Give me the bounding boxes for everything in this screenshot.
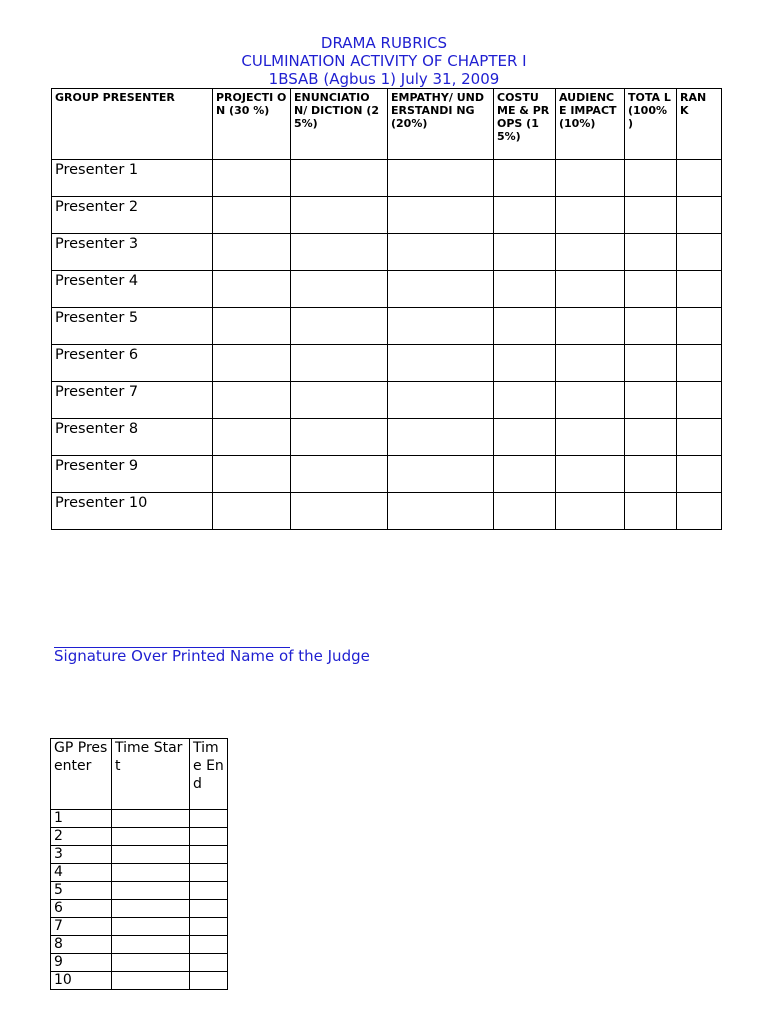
- presenter-name-cell: Presenter 1: [52, 160, 213, 197]
- rubric-row: [52, 271, 722, 308]
- score-cell[interactable]: [213, 419, 291, 456]
- score-cell[interactable]: [556, 382, 625, 419]
- presenter-number-cell: 7: [51, 918, 112, 936]
- presenter-number-cell: 4: [51, 864, 112, 882]
- time-row: [51, 900, 228, 918]
- score-cell[interactable]: [556, 197, 625, 234]
- score-cell[interactable]: [494, 160, 556, 197]
- score-cell[interactable]: [291, 234, 388, 271]
- presenter-number-cell: 5: [51, 882, 112, 900]
- time-start-cell[interactable]: [112, 828, 190, 846]
- header-group-presenter: GROUP PRESENTER: [52, 89, 213, 160]
- header-time-start: Time Start: [112, 739, 190, 810]
- score-cell[interactable]: [625, 308, 677, 345]
- score-cell[interactable]: [213, 345, 291, 382]
- time-row: [51, 810, 228, 828]
- time-row: [51, 828, 228, 846]
- score-cell[interactable]: [213, 493, 291, 530]
- presenter-name-cell: Presenter 3: [52, 234, 213, 271]
- time-table: [50, 738, 228, 990]
- time-header-row: [51, 739, 228, 810]
- rubric-row: [52, 345, 722, 382]
- time-row: [51, 936, 228, 954]
- score-cell[interactable]: [494, 345, 556, 382]
- score-cell[interactable]: [494, 234, 556, 271]
- score-cell[interactable]: [677, 234, 722, 271]
- time-start-cell[interactable]: [112, 954, 190, 972]
- header-time-end: Time End: [190, 739, 228, 810]
- score-cell[interactable]: [291, 308, 388, 345]
- score-cell[interactable]: [625, 197, 677, 234]
- header-audience-impact: AUDIENC E IMPACT (10%): [556, 89, 625, 160]
- score-cell[interactable]: [625, 493, 677, 530]
- document-subtitle: CULMINATION ACTIVITY OF CHAPTER I: [241, 52, 527, 70]
- score-cell[interactable]: [213, 308, 291, 345]
- time-start-cell[interactable]: [112, 936, 190, 954]
- rubric-header-row: [52, 89, 722, 160]
- score-cell[interactable]: [494, 197, 556, 234]
- time-start-cell[interactable]: [112, 918, 190, 936]
- time-end-cell[interactable]: [190, 900, 228, 918]
- score-cell[interactable]: [625, 456, 677, 493]
- score-cell[interactable]: [213, 160, 291, 197]
- score-cell[interactable]: [677, 493, 722, 530]
- rubric-row: [52, 456, 722, 493]
- score-cell[interactable]: [388, 493, 494, 530]
- score-cell[interactable]: [677, 456, 722, 493]
- presenter-name-cell: Presenter 5: [52, 308, 213, 345]
- header-empathy: EMPATHY/ UNDERSTANDI NG (20%): [388, 89, 494, 160]
- presenter-name-cell: Presenter 10: [52, 493, 213, 530]
- score-cell[interactable]: [556, 493, 625, 530]
- presenter-number-cell: 10: [51, 972, 112, 990]
- score-cell[interactable]: [213, 234, 291, 271]
- presenter-number-cell: 8: [51, 936, 112, 954]
- score-cell[interactable]: [556, 160, 625, 197]
- rubric-row: [52, 234, 722, 271]
- score-cell[interactable]: [388, 234, 494, 271]
- score-cell[interactable]: [625, 419, 677, 456]
- score-cell[interactable]: [556, 234, 625, 271]
- rubric-row: [52, 493, 722, 530]
- header-gp-presenter: GP Presenter: [51, 739, 112, 810]
- score-cell[interactable]: [556, 456, 625, 493]
- time-row: [51, 918, 228, 936]
- time-end-cell[interactable]: [190, 846, 228, 864]
- time-start-cell[interactable]: [112, 900, 190, 918]
- score-cell[interactable]: [388, 271, 494, 308]
- time-end-cell[interactable]: [190, 972, 228, 990]
- time-end-cell[interactable]: [190, 810, 228, 828]
- time-start-cell[interactable]: [112, 882, 190, 900]
- presenter-number-cell: 6: [51, 900, 112, 918]
- presenter-number-cell: 1: [51, 810, 112, 828]
- time-start-cell[interactable]: [112, 810, 190, 828]
- header-rank: RAN K: [677, 89, 722, 160]
- presenter-name-cell: Presenter 8: [52, 419, 213, 456]
- header-enunciation: ENUNCIATIO N/ DICTION (25%): [291, 89, 388, 160]
- score-cell[interactable]: [677, 197, 722, 234]
- presenter-name-cell: Presenter 7: [52, 382, 213, 419]
- score-cell[interactable]: [677, 308, 722, 345]
- score-cell[interactable]: [213, 197, 291, 234]
- score-cell[interactable]: [494, 382, 556, 419]
- score-cell[interactable]: [677, 345, 722, 382]
- rubric-row: [52, 160, 722, 197]
- score-cell[interactable]: [388, 419, 494, 456]
- score-cell[interactable]: [677, 419, 722, 456]
- rubric-row: [52, 197, 722, 234]
- time-end-cell[interactable]: [190, 954, 228, 972]
- score-cell[interactable]: [494, 493, 556, 530]
- header-projection: PROJECTI ON (30 %): [213, 89, 291, 160]
- time-start-cell[interactable]: [112, 864, 190, 882]
- presenter-number-cell: 9: [51, 954, 112, 972]
- score-cell[interactable]: [291, 382, 388, 419]
- score-cell[interactable]: [388, 308, 494, 345]
- score-cell[interactable]: [625, 382, 677, 419]
- score-cell[interactable]: [388, 382, 494, 419]
- presenter-name-cell: Presenter 6: [52, 345, 213, 382]
- score-cell[interactable]: [291, 345, 388, 382]
- time-end-cell[interactable]: [190, 936, 228, 954]
- score-cell[interactable]: [677, 382, 722, 419]
- presenter-number-cell: 2: [51, 828, 112, 846]
- score-cell[interactable]: [213, 382, 291, 419]
- score-cell[interactable]: [625, 234, 677, 271]
- rubric-row: [52, 382, 722, 419]
- rubric-row: [52, 419, 722, 456]
- score-cell[interactable]: [213, 271, 291, 308]
- rubric-table: [51, 88, 722, 530]
- score-cell[interactable]: [556, 308, 625, 345]
- score-cell[interactable]: [556, 271, 625, 308]
- score-cell[interactable]: [494, 456, 556, 493]
- score-cell[interactable]: [388, 160, 494, 197]
- time-row: [51, 954, 228, 972]
- time-row: [51, 972, 228, 990]
- score-cell[interactable]: [388, 345, 494, 382]
- score-cell[interactable]: [556, 419, 625, 456]
- score-cell[interactable]: [388, 197, 494, 234]
- time-start-cell[interactable]: [112, 846, 190, 864]
- score-cell[interactable]: [291, 160, 388, 197]
- document-class-date: 1BSAB (Agbus 1) July 31, 2009: [268, 70, 500, 88]
- signature-label: Signature Over Printed Name of the Judge: [54, 647, 370, 665]
- score-cell[interactable]: [291, 271, 388, 308]
- score-cell[interactable]: [388, 456, 494, 493]
- time-end-cell[interactable]: [190, 882, 228, 900]
- score-cell[interactable]: [677, 160, 722, 197]
- header-costume: COSTU ME & PROPS (15%): [494, 89, 556, 160]
- rubric-row: [52, 308, 722, 345]
- presenter-number-cell: 3: [51, 846, 112, 864]
- time-row: [51, 882, 228, 900]
- presenter-name-cell: Presenter 9: [52, 456, 213, 493]
- score-cell[interactable]: [494, 271, 556, 308]
- score-cell[interactable]: [625, 160, 677, 197]
- time-end-cell[interactable]: [190, 918, 228, 936]
- score-cell[interactable]: [556, 345, 625, 382]
- time-end-cell[interactable]: [190, 864, 228, 882]
- time-row: [51, 846, 228, 864]
- presenter-name-cell: Presenter 2: [52, 197, 213, 234]
- score-cell[interactable]: [291, 419, 388, 456]
- score-cell[interactable]: [291, 493, 388, 530]
- time-start-cell[interactable]: [112, 972, 190, 990]
- time-row: [51, 864, 228, 882]
- score-cell[interactable]: [213, 456, 291, 493]
- score-cell[interactable]: [291, 456, 388, 493]
- presenter-name-cell: Presenter 4: [52, 271, 213, 308]
- score-cell[interactable]: [625, 345, 677, 382]
- header-total: TOTA L (100% ): [625, 89, 677, 160]
- score-cell[interactable]: [494, 308, 556, 345]
- score-cell[interactable]: [677, 271, 722, 308]
- score-cell[interactable]: [291, 197, 388, 234]
- document-title: DRAMA RUBRICS: [320, 34, 448, 52]
- time-end-cell[interactable]: [190, 828, 228, 846]
- score-cell[interactable]: [625, 271, 677, 308]
- score-cell[interactable]: [494, 419, 556, 456]
